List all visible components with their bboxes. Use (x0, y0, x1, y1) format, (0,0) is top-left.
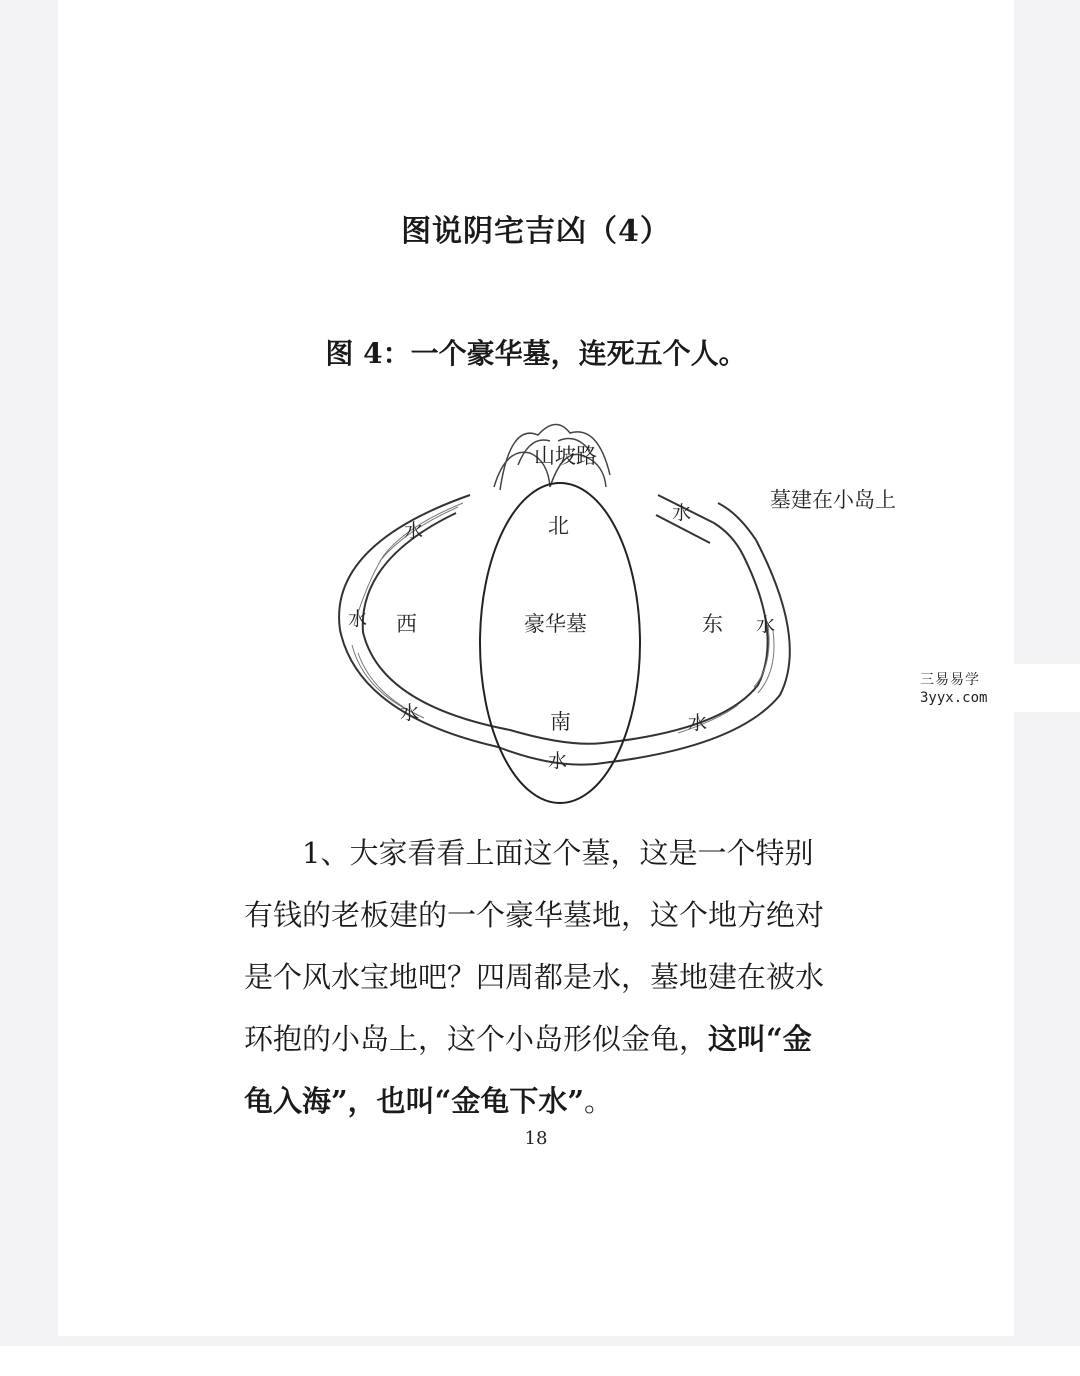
site-watermark (900, 664, 1080, 712)
document-page (58, 0, 1014, 1336)
label-east: 东 (702, 612, 723, 636)
page-title: 图说阴宅吉凶（4） (401, 214, 671, 249)
label-water: 水 (688, 712, 708, 734)
island-tomb-diagram (158, 395, 958, 815)
paragraph-line: 有钱的老板建的一个豪华墓地，这个地方绝对 (244, 898, 825, 932)
label-water: 水 (672, 502, 692, 524)
label-north: 北 (548, 514, 569, 538)
figure-caption: 图 4：一个豪华墓，连死五个人。 (325, 337, 747, 370)
bold-phrase: 龟入海”，也叫“金龟下水” (244, 1084, 585, 1118)
label-water: 水 (400, 702, 420, 724)
label-water: 水 (348, 608, 368, 630)
watermark-url: 3yyx.com (920, 690, 988, 706)
label-center-tomb: 豪华墓 (524, 612, 587, 636)
next-page-edge (0, 1346, 1080, 1376)
label-water: 水 (756, 614, 776, 636)
label-water: 水 (404, 520, 424, 542)
body-paragraph (244, 822, 844, 1132)
label-island-note: 墓建在小岛上 (770, 488, 896, 512)
bold-phrase: 这叫“金 (708, 1022, 812, 1056)
paragraph-line: 是个风水宝地吧？四周都是水，墓地建在被水 (244, 960, 825, 994)
label-mountain-road: 山坡路 (534, 444, 597, 468)
label-west: 西 (396, 612, 417, 636)
label-south: 南 (550, 710, 571, 734)
paragraph-line: 1、大家看看上面这个墓，这是一个特别 (302, 836, 814, 870)
page-number: 18 (524, 1128, 548, 1149)
watermark-name: 三易易学 (920, 672, 980, 688)
label-water: 水 (548, 750, 568, 772)
paragraph-line: 环抱的小岛上，这个小岛形似金龟， (244, 1022, 709, 1056)
paragraph-end: 。 (584, 1084, 614, 1118)
